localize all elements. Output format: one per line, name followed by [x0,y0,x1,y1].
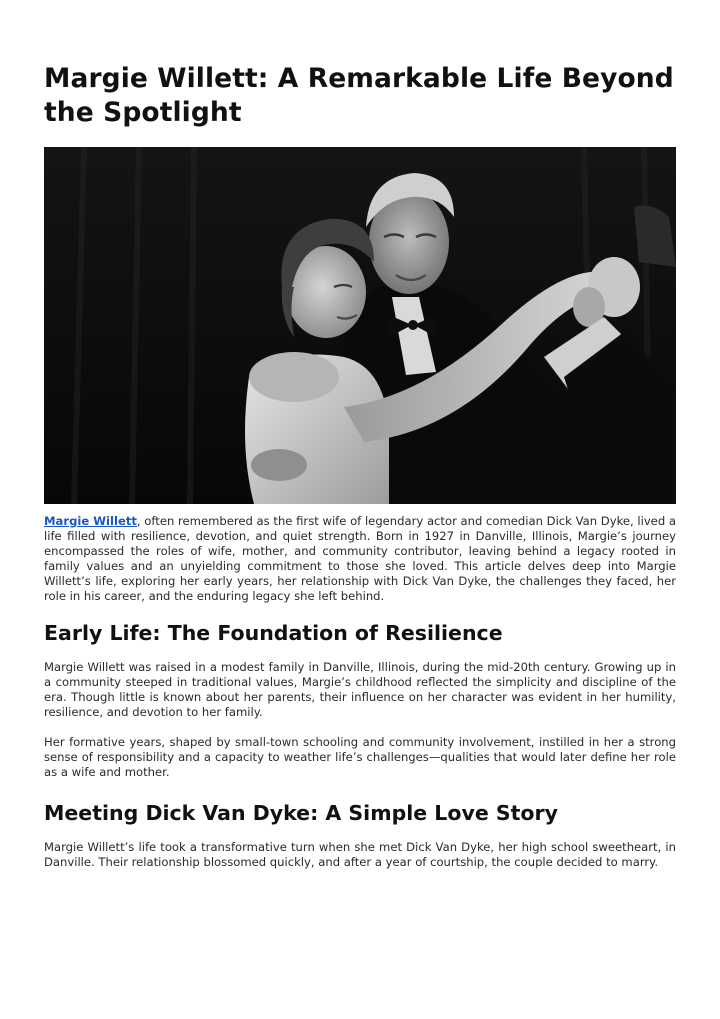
intro-text: , often remembered as the first wife of legendary actor and comedian Dick Van Dyke, lived a life filled with resilience, devotion, and quiet strength. Born in 1927 in Danville, Illinois, Margie’s journey encompassed the roles of wife, mother, and community contributor, leaving behind a legacy rooted in family values and an unyielding commitment to those she loved. This article delves deep into Margie Willett’s life, exploring her early years, her relationship with Dick Van Dyke, the challenges they faced, her role in his career, and the enduring legacy she left behind. [44,514,676,603]
article-photo [44,147,676,504]
margie-willett-link[interactable]: Margie Willett [44,514,137,528]
early-life-paragraph-2: Her formative years, shaped by small-town schooling and community involvement, instilled in her a strong sense of responsibility and a capacity to weather life’s challenges—qualities that would later define her role as a wife and mother. [44,735,676,779]
section-heading-early-life: Early Life: The Foundation of Resilience [44,621,503,645]
meeting-paragraph-1: Margie Willett’s life took a transformative turn when she met Dick Van Dyke, her high school sweetheart, in Danville. Their relationship blossomed quickly, and after a year of courtship, the couple decided to marry. [44,840,676,869]
article [44,62,676,870]
intro-paragraph [44,514,676,604]
section-heading-meeting: Meeting Dick Van Dyke: A Simple Love Story [44,801,558,825]
early-life-paragraph-1: Margie Willett was raised in a modest family in Danville, Illinois, during the mid-20th century. Growing up in a community steeped in traditional values, Margie’s childhood reflected the simplicity and discipline of the era. Though little is known about her parents, their influence on her character was evident in her humility, resilience, and devotion to her family. [44,660,676,719]
article-title: Margie Willett: A Remarkable Life Beyond the Spotlight [44,63,674,128]
